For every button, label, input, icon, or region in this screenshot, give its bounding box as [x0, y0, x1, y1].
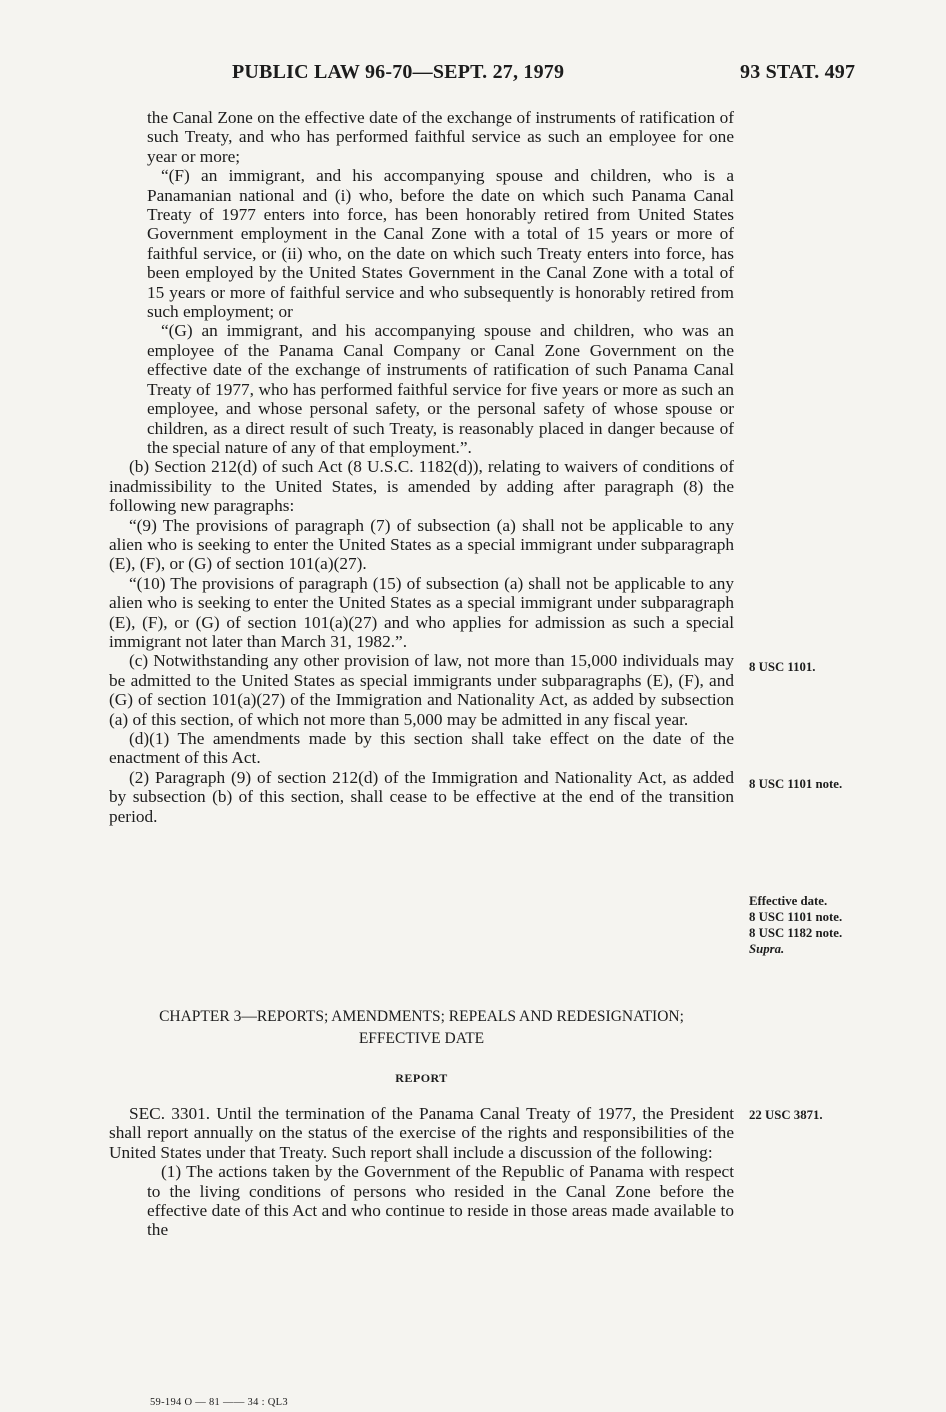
paragraph-g: “(G) an immigrant, and his accompanying spouse and children, who was an employee of the Panama Canal Company or Canal Zone Government on the effective date of the exchange of instruments of ratification of such Panama Canal Treaty of 1977, who has performed faithful service for five years or more as such an employee, and whose personal safety, or the personal safety of whose spouse or children, as a direct result of such Treaty, is reasonably placed in danger because of the special nature of any of that employment.”.	[147, 321, 734, 457]
subsection-d-1: (d)(1) The amendments made by this section shall take effect on the date of the enactment of this Act.	[109, 729, 734, 768]
margin-note-1101	[749, 659, 815, 675]
paragraph-10: “(10) The provisions of paragraph (15) of subsection (a) shall not be applicable to any alien who is seeking to enter the United States as a special immigrant under subparagraph (E), (F), or (G) of section 101(a)(27) and who applies for admission as such a special immigrant not later than March 31, 1982.”.	[109, 573, 734, 651]
margin-note-3871	[749, 1107, 823, 1123]
paragraph-e-continued: the Canal Zone on the effective date of the exchange of instruments of ratification of such Treaty, and who has performed faithful service as such an employee for one year or more;	[147, 108, 734, 166]
section-body: Until the termination of the Panama Canal Treaty of 1977, the President shall report annually on the status of the exercise of the rights and responsibilities of the United States under that Treaty. Such report shall include a discussion of the following:	[109, 1104, 735, 1162]
margin-note-line: Supra.	[749, 942, 785, 956]
margin-note-effective-date	[749, 893, 842, 957]
chapter-heading	[109, 1006, 734, 1050]
chapter-heading-line: CHAPTER 3—REPORTS; AMENDMENTS; REPEALS AND REDESIGNATION;	[159, 1008, 684, 1025]
paragraph-f: “(F) an immigrant, and his accompanying spouse and children, who is a Panamanian national and (i) who, before the date on which such Panama Canal Treaty of 1977 enters into force, has been honorably retired from United States Government employment in the Canal Zone with a total of 15 years or more of faithful service, or (ii) who, on the date on which such Treaty enters into force, has been employed by the United States Government in the Canal Zone with a total of 15 years or more of faithful service and who subsequently is honorably retired from such employment; or	[147, 166, 734, 322]
running-header-page: 93 STAT. 497	[740, 61, 856, 83]
section-heading: REPORT	[395, 1071, 448, 1085]
margin-note-line: Effective date.	[749, 894, 828, 908]
margin-note-1101-note	[749, 776, 842, 792]
margin-note-text: 8 USC 1101.	[749, 660, 816, 674]
section-label: SEC. 3301.	[129, 1104, 211, 1123]
section-3301-item-1: (1) The actions taken by the Government of the Republic of Panama with respect to the living conditions of persons who resided in the Canal Zone before the effective date of this Act and who continue to reside in those areas made available to the	[147, 1162, 734, 1240]
margin-note-text: 22 USC 3871.	[749, 1108, 823, 1122]
margin-note-line: 8 USC 1101 note.	[749, 910, 843, 924]
margin-note-line: 8 USC 1182 note.	[749, 926, 843, 940]
body-text-top	[109, 108, 734, 826]
chapter-heading-line: EFFECTIVE DATE	[358, 1030, 485, 1047]
section-3301	[109, 1104, 734, 1240]
subsection-d-2: (2) Paragraph (9) of section 212(d) of the Immigration and Nationality Act, as added by subsection (b) of this section, shall cease to be effective at the end of the transition period.	[109, 767, 734, 826]
section-3301-text	[109, 1104, 734, 1162]
print-footer: 59-194 O — 81 —— 34 : QL3	[150, 1397, 288, 1408]
paragraph-9: “(9) The provisions of paragraph (7) of subsection (a) shall not be applicable to any alien who is seeking to enter the United States as a special immigrant under subparagraph (E), (F), or (G) of section 101(a)(27).	[109, 515, 734, 574]
subsection-c: (c) Notwithstanding any other provision of law, not more than 15,000 individuals may be admitted to the United States as special immigrants under subparagraphs (E), (F), and (G) of section 101(a)(27) of the Immigration and Nationality Act, as added by subsection (a) of this section, of which not more than 5,000 may be admitted in any fiscal year.	[109, 651, 734, 729]
subsection-b: (b) Section 212(d) of such Act (8 U.S.C. 1182(d)), relating to waivers of conditions of inadmissibility to the United States, is amended by adding after paragraph (8) the following new paragraphs:	[109, 457, 734, 516]
margin-note-text: 8 USC 1101 note.	[749, 777, 843, 791]
running-header-left: PUBLIC LAW 96-70—SEPT. 27, 1979	[232, 61, 565, 83]
